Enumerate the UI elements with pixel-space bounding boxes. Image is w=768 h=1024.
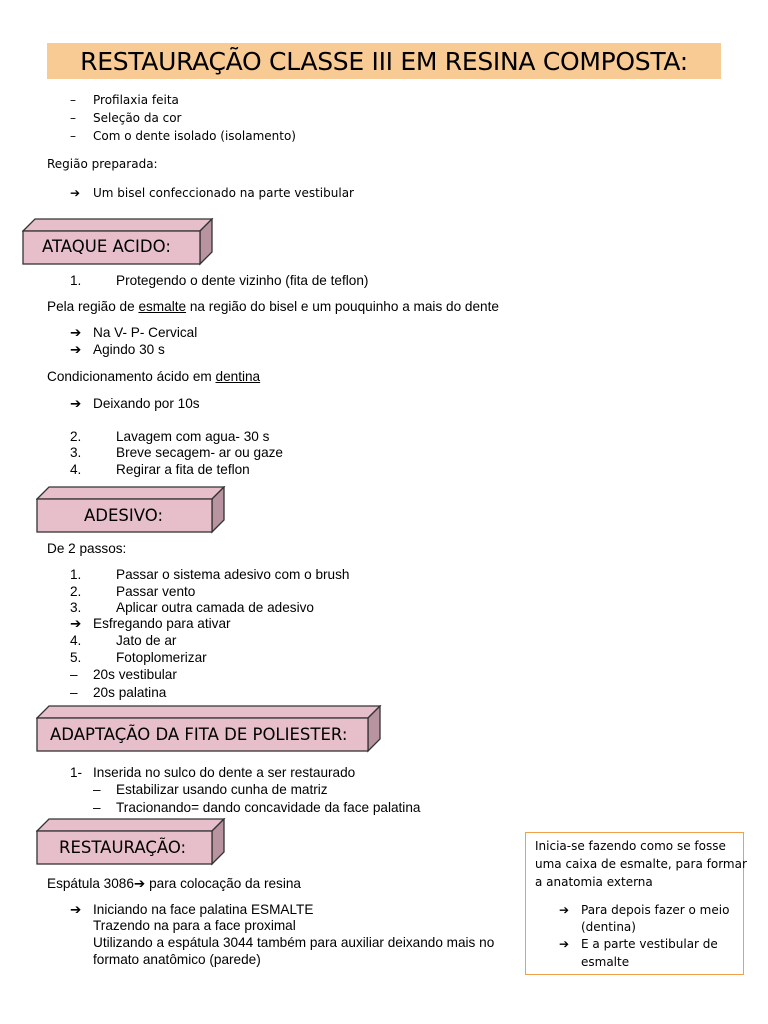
list-item: 5. Fotoplomerizar (70, 650, 207, 665)
list-item-continuation: Trazendo na para a face proximal (93, 918, 296, 933)
section-heading-restauracao: RESTAURAÇÃO: (36, 818, 226, 866)
list-item: 3. Aplicar outra camada de adesivo (70, 600, 314, 615)
list-item: – Profilaxia feita (70, 93, 179, 107)
list-item: – 20s palatina (70, 685, 167, 700)
list-item: 2. Passar vento (70, 584, 196, 599)
list-item: – Estabilizar usando cunha de matriz (93, 782, 328, 797)
list-item: ➔ Na V- P- Cervical (70, 325, 198, 340)
section-heading-ataque: ATAQUE ACIDO: (22, 218, 214, 266)
list-item: – Seleção da cor (70, 111, 182, 125)
list-item: 3. Breve secagem- ar ou gaze (70, 445, 283, 460)
list-item: 1- Inserida no sulco do dente a ser restaurado (70, 765, 356, 780)
note-list-item: ➔ E a parte vestibular de (559, 937, 718, 951)
arrow-icon: ➔ (70, 616, 82, 631)
arrow-icon: ➔ (70, 325, 82, 340)
list-item: ➔ Um bisel confeccionado na parte vestibular (70, 186, 354, 200)
list-item: ➔ Iniciando na face palatina ESMALTE (70, 902, 314, 917)
arrow-icon: ➔ (70, 186, 81, 200)
list-item: – 20s vestibular (70, 667, 177, 682)
adesivo-intro: De 2 passos: (47, 541, 127, 556)
arrow-icon: ➔ (559, 903, 570, 917)
list-item: 4. Regirar a fita de teflon (70, 462, 250, 477)
list-item: ➔ Esfregando para ativar (70, 616, 231, 631)
section-heading-adesivo: ADESIVO: (36, 486, 226, 534)
arrow-icon: ➔ (70, 396, 82, 411)
list-item: 4. Jato de ar (70, 633, 177, 648)
side-note-box: Inicia-se fazendo como se fosse uma caixa de esmalte, para formar a anatomia externa ➔ Para depois fazer o meio (dentina) ➔ E a parte vestibular de esmalte (525, 832, 744, 975)
arrow-icon: ➔ (559, 937, 570, 951)
list-item: ➔ Deixando por 10s (70, 396, 200, 411)
list-item: 1. Passar o sistema adesivo com o brush (70, 567, 350, 582)
list-item: 1. Protegendo o dente vizinho (fita de teflon) (70, 273, 369, 288)
list-item: 2. Lavagem com agua- 30 s (70, 429, 270, 444)
espatula-line: Espátula 3086➔ para colocação da resina (47, 876, 301, 891)
page-title: RESTAURAÇÃO CLASSE III EM RESINA COMPOSTA: (47, 43, 721, 79)
list-item: ➔ Agindo 30 s (70, 342, 165, 357)
regiao-label: Região preparada: (47, 157, 158, 171)
esmalte-line: Pela região de esmalte na região do bisel e um pouquinho a mais do dente (47, 299, 499, 314)
list-item-continuation: Utilizando a espátula 3044 também para auxiliar deixando mais no (93, 935, 495, 950)
list-item: – Tracionando= dando concavidade da face palatina (93, 800, 421, 815)
dentina-line: Condicionamento ácido em dentina (47, 369, 261, 384)
note-list-item: ➔ Para depois fazer o meio (559, 903, 730, 917)
arrow-icon: ➔ (70, 342, 82, 357)
section-heading-adaptacao: ADAPTAÇÃO DA FITA DE POLIESTER: (36, 705, 382, 753)
arrow-icon: ➔ (70, 902, 82, 917)
list-item-continuation: formato anatômico (parede) (93, 952, 261, 967)
list-item: – Com o dente isolado (isolamento) (70, 129, 296, 143)
